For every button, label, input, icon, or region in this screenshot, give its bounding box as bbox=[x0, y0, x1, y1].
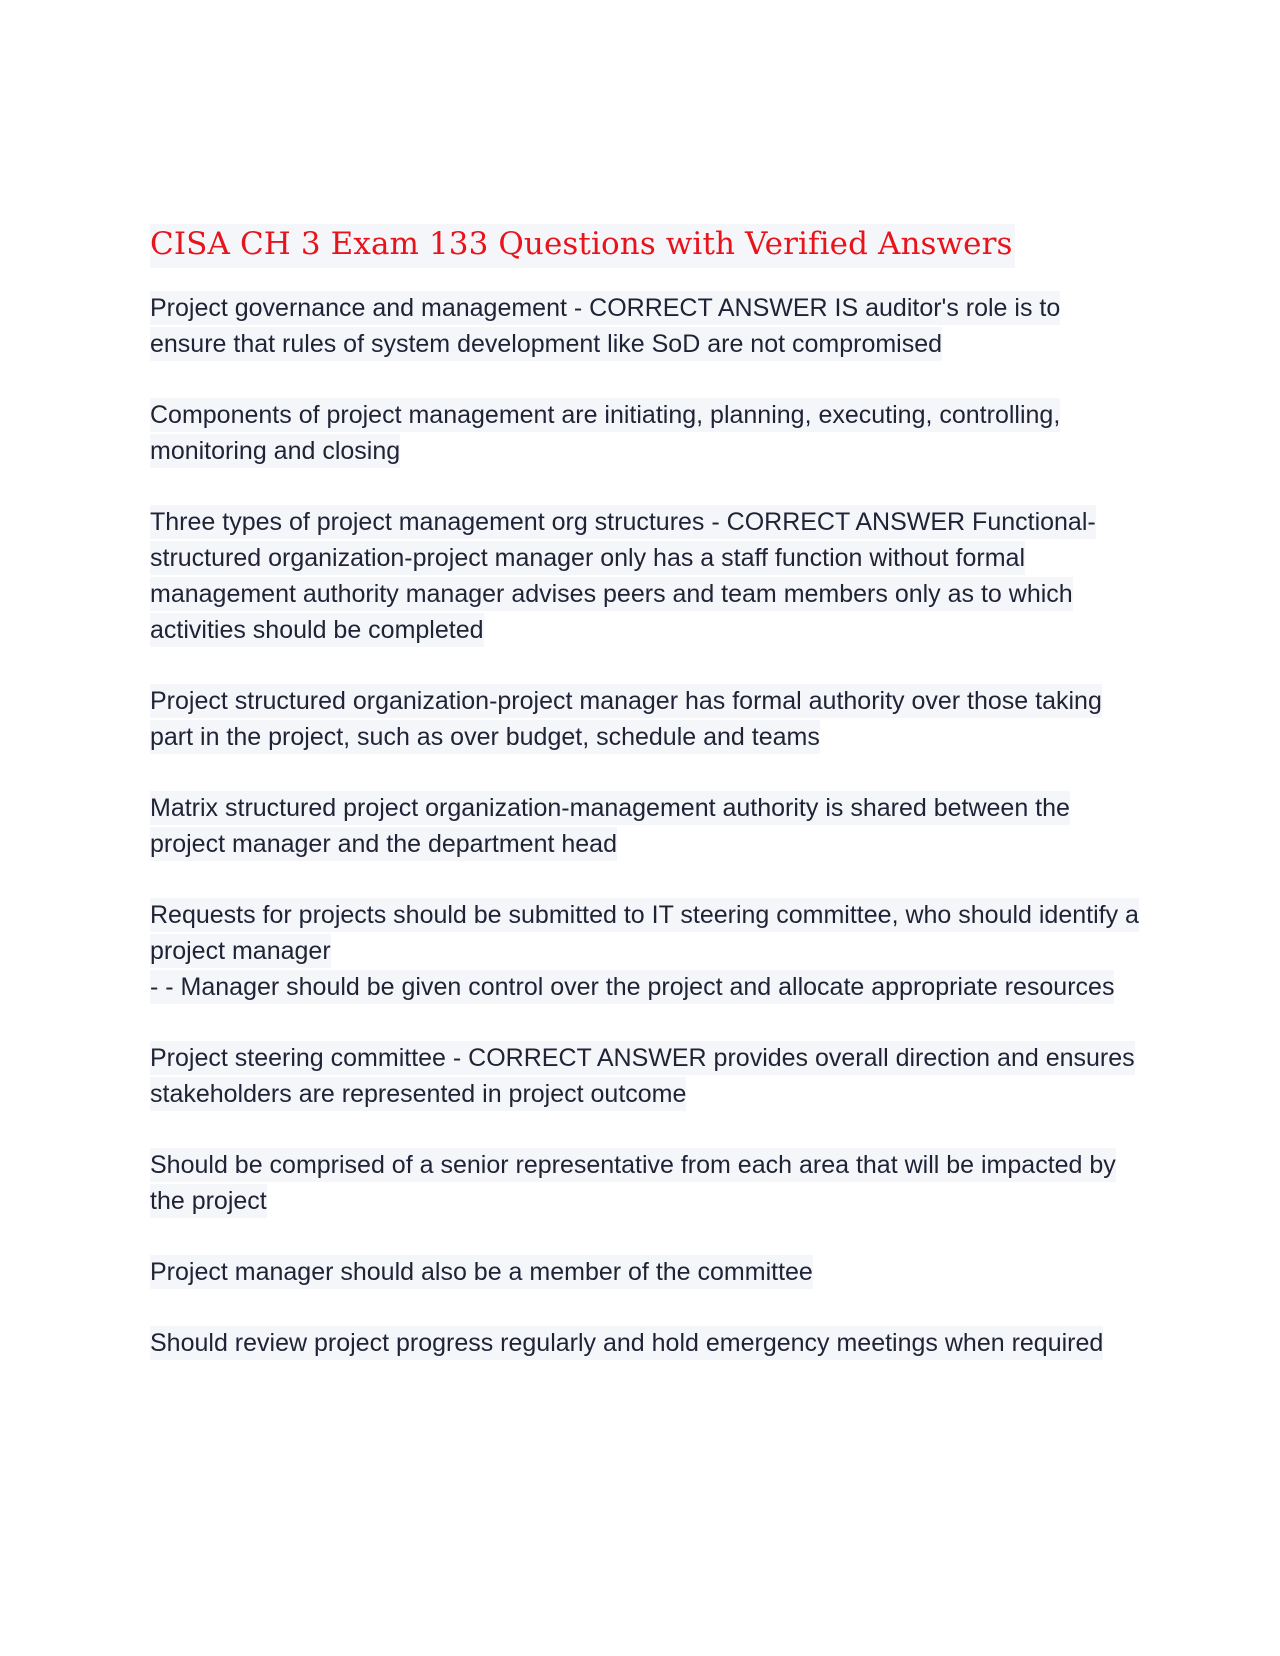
paragraph-text: Should be comprised of a senior representative from each area that will be impacted by the project bbox=[150, 1148, 1116, 1218]
paragraph-steering-committee bbox=[150, 1040, 1140, 1112]
paragraph-org-structures bbox=[150, 504, 1140, 648]
document-title-text: CISA CH 3 Exam 133 Questions with Verified Answers bbox=[150, 224, 1015, 268]
paragraph-text: Project governance and management - CORRECT ANSWER IS auditor's role is to ensure that rules of system development like SoD are not compromised bbox=[150, 291, 1060, 361]
document-page bbox=[150, 218, 1140, 1396]
paragraph-manager-member bbox=[150, 1254, 1140, 1290]
paragraph-senior-representative bbox=[150, 1147, 1140, 1219]
paragraph-text: Should review project progress regularly and hold emergency meetings when required bbox=[150, 1326, 1103, 1360]
paragraph-requests bbox=[150, 897, 1140, 1005]
paragraph-project-structured bbox=[150, 683, 1140, 755]
paragraph-project-governance bbox=[150, 290, 1140, 362]
paragraph-text: Matrix structured project organization-management authority is shared between the project manager and the department head bbox=[150, 791, 1070, 861]
paragraph-matrix-structured bbox=[150, 790, 1140, 862]
paragraph-text: Project steering committee - CORRECT ANSWER provides overall direction and ensures stakeholders are represented in project outcome bbox=[150, 1041, 1135, 1111]
paragraph-text: Project manager should also be a member of the committee bbox=[150, 1255, 813, 1289]
document-title bbox=[150, 218, 1140, 270]
paragraph-text: Project structured organization-project manager has formal authority over those taking part in the project, such as over budget, schedule and teams bbox=[150, 684, 1102, 754]
paragraph-review-progress bbox=[150, 1325, 1140, 1361]
paragraph-components bbox=[150, 397, 1140, 469]
paragraph-text: Three types of project management org structures - CORRECT ANSWER Functional-structured organization-project manager only has a staff function without formal management authority manager advises peers and team members only as to which activities should be completed bbox=[150, 505, 1096, 647]
paragraph-text: Requests for projects should be submitted to IT steering committee, who should identify a project manager - - Manager should be given control over the project and allocate appropriate resources bbox=[150, 898, 1139, 1004]
paragraph-text: Components of project management are initiating, planning, executing, controlling, monitoring and closing bbox=[150, 398, 1060, 468]
